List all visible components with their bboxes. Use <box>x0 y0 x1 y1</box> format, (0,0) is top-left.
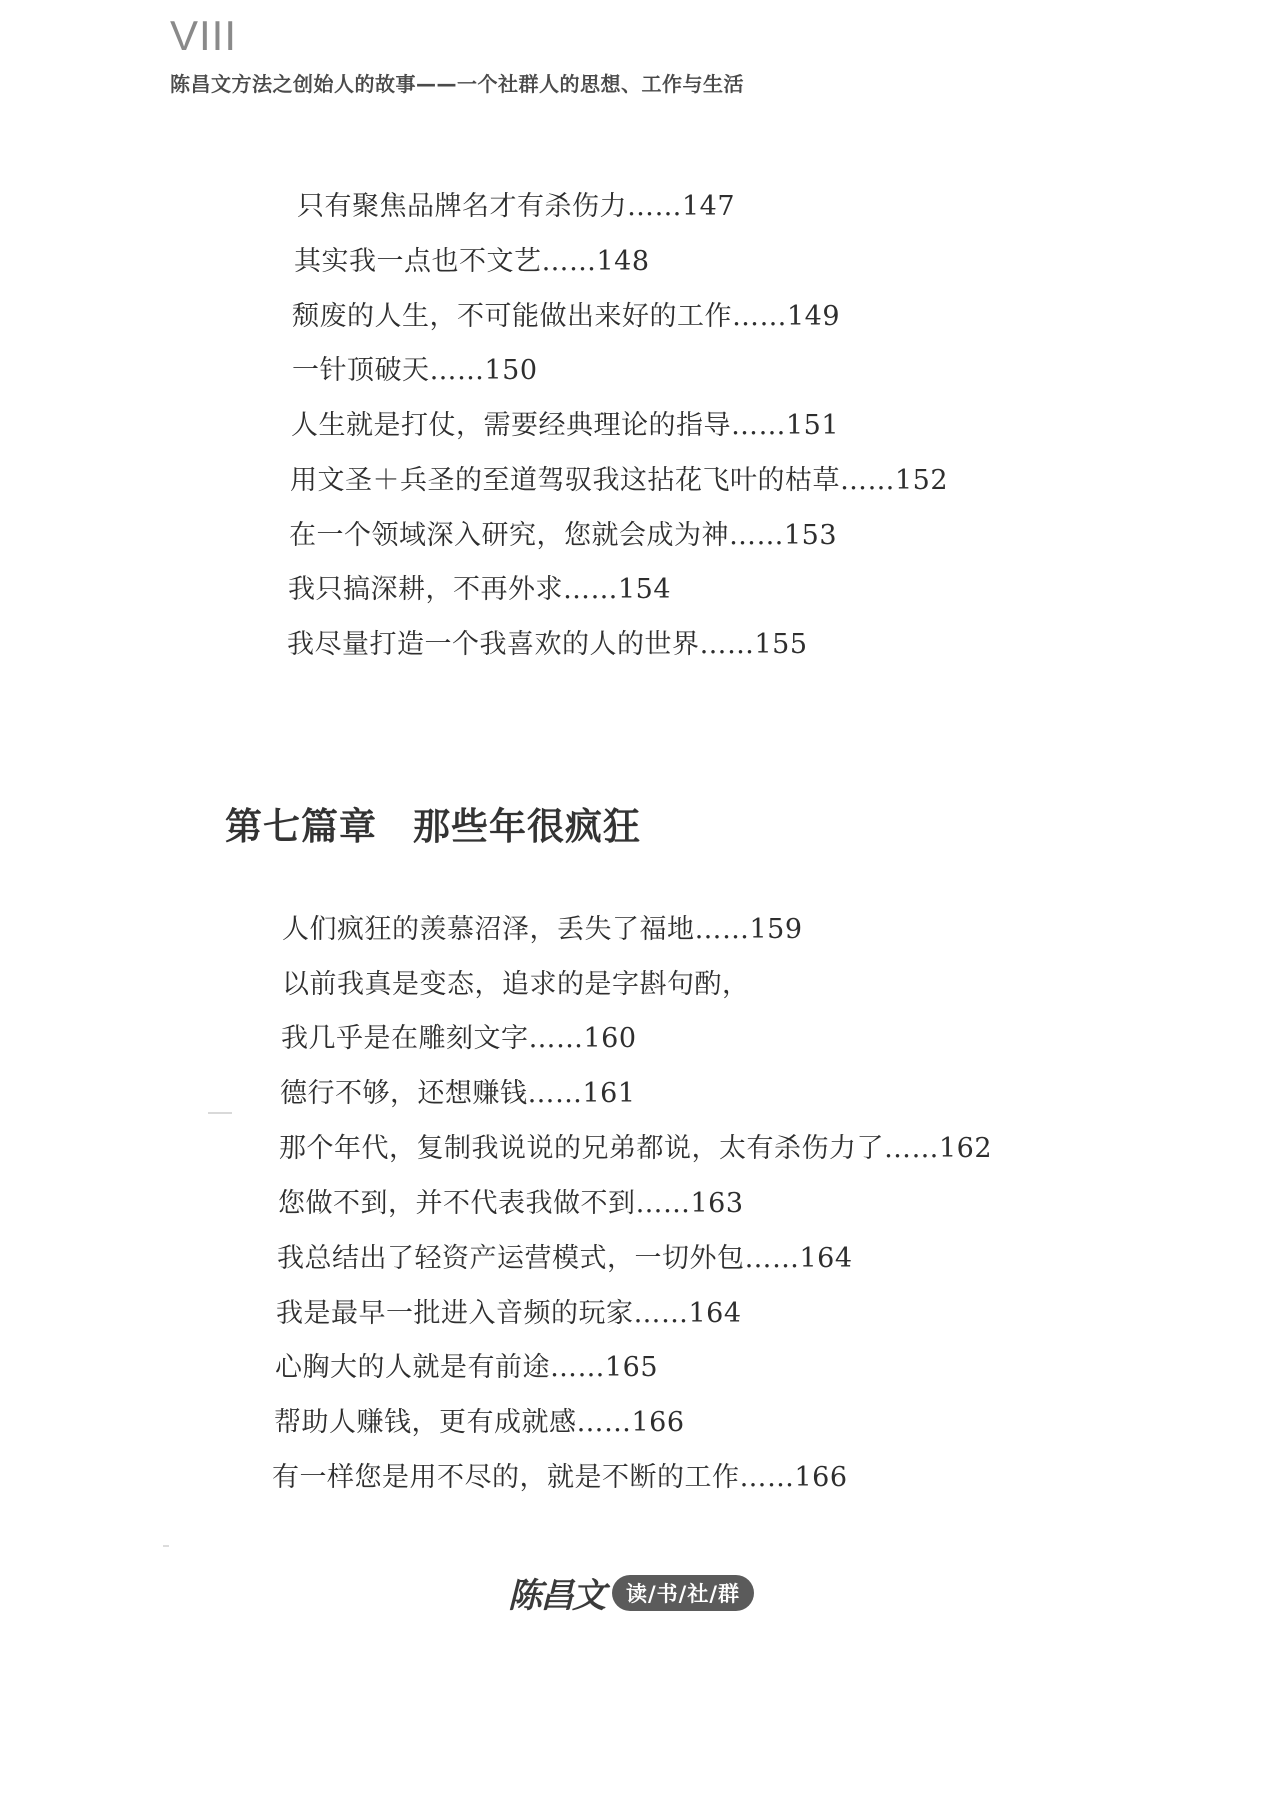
page-number: VIII <box>170 12 238 59</box>
toc-entry: 我总结出了轻资产运营模式，一切外包……164 <box>277 1243 853 1274</box>
toc-entry: 一针顶破天……150 <box>292 355 538 386</box>
running-book-title: 陈昌文方法之创始人的故事——一个社群人的思想、工作与生活 <box>170 72 744 96</box>
footer-logo <box>508 1568 754 1617</box>
toc-entry: 以前我真是变态，追求的是字斟句酌， <box>282 969 750 1000</box>
logo-wordmark: 陈昌文 <box>508 1576 604 1616</box>
scan-artifact <box>163 1545 169 1547</box>
toc-entry: 我尽量打造一个我喜欢的人的世界……155 <box>287 629 808 660</box>
logo-tag: 读/书/社/群 <box>612 1575 754 1611</box>
toc-entry: 帮助人赚钱，更有成就感……166 <box>274 1407 685 1438</box>
toc-entry: 人生就是打仗，需要经典理论的指导……151 <box>291 410 840 441</box>
toc-entry: 有一样您是用不尽的，就是不断的工作……166 <box>272 1462 848 1493</box>
scan-artifact <box>208 1112 232 1114</box>
toc-entry: 我几乎是在雕刻文字……160 <box>281 1023 637 1054</box>
toc-entry: 只有聚焦品牌名才有杀伤力……147 <box>297 191 736 222</box>
chapter-heading <box>225 796 641 850</box>
toc-entry: 在一个领域深入研究，您就会成为神……153 <box>289 520 838 551</box>
toc-entry: 其实我一点也不文艺……148 <box>294 246 650 277</box>
toc-entry: 我是最早一批进入音频的玩家……164 <box>276 1298 742 1329</box>
chapter-number: 第七篇章 <box>225 805 377 848</box>
toc-entry: 颓废的人生，不可能做出来好的工作……149 <box>292 301 841 332</box>
chapter-title: 那些年很疯狂 <box>413 805 641 848</box>
toc-entry: 用文圣＋兵圣的至道驾驭我这拈花飞叶的枯草……152 <box>290 465 949 496</box>
toc-entry: 人们疯狂的羡慕沼泽，丢失了福地……159 <box>282 914 803 945</box>
page-header <box>170 12 744 97</box>
toc-entry: 那个年代，复制我说说的兄弟都说，太有杀伤力了……162 <box>279 1133 993 1164</box>
toc-entry: 您做不到，并不代表我做不到……163 <box>278 1188 744 1219</box>
toc-entry: 德行不够，还想赚钱……161 <box>280 1078 636 1109</box>
toc-entry: 我只搞深耕，不再外求……154 <box>288 574 672 605</box>
toc-entry: 心胸大的人就是有前途……165 <box>275 1352 659 1383</box>
